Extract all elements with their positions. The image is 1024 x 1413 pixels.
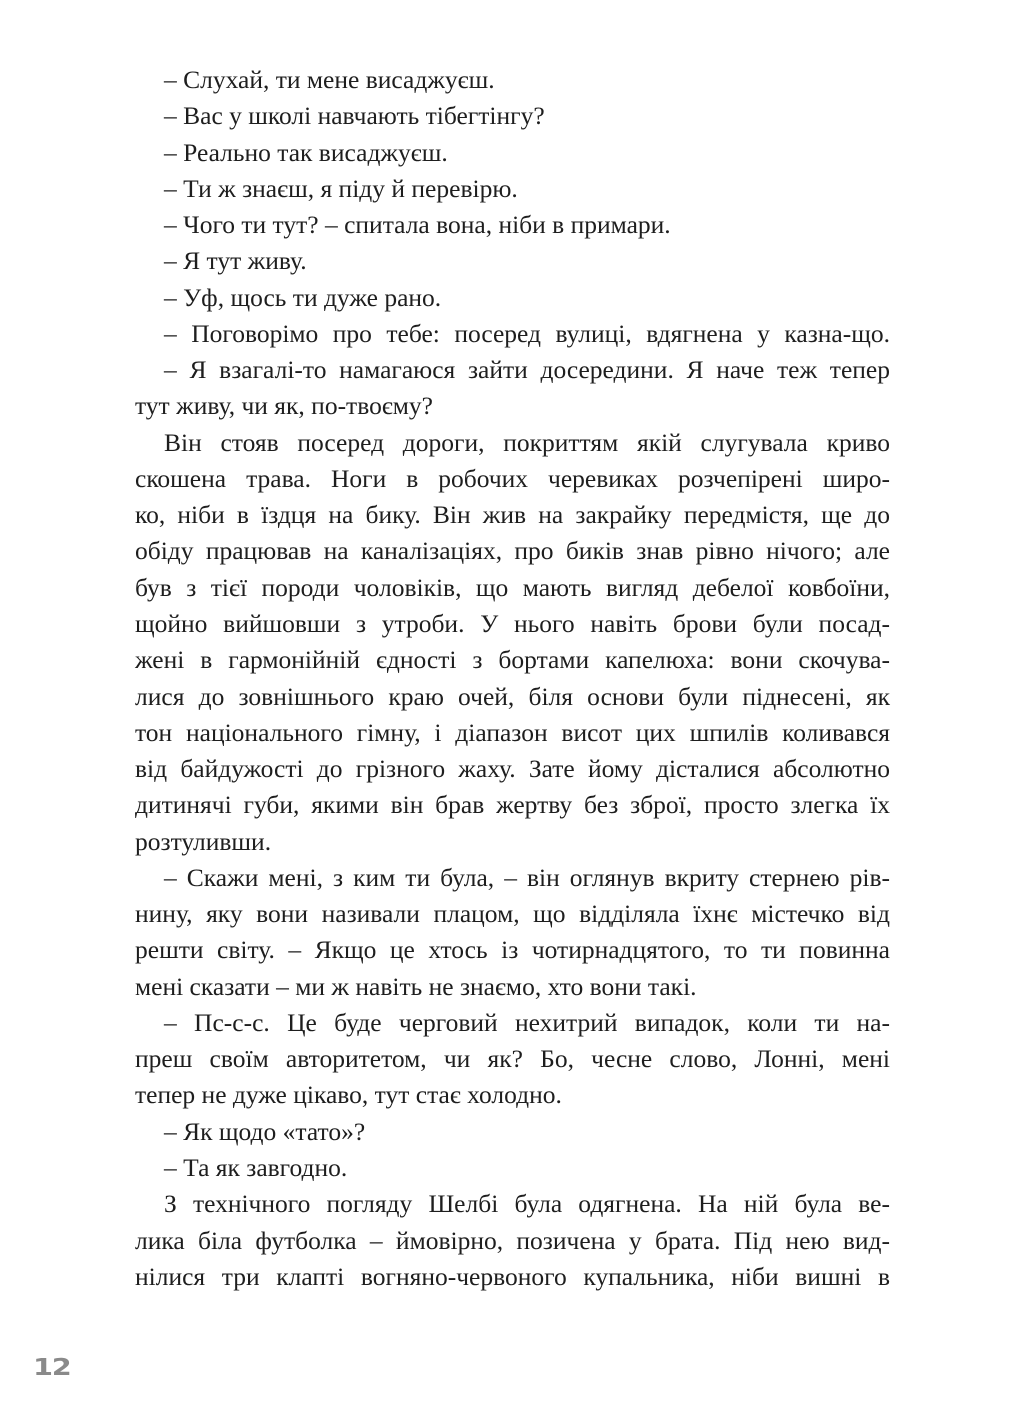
text-line: щойно вийшовши з утроби. У нього навіть брови були посад- bbox=[135, 608, 890, 638]
text-line: тон національного гімну, і діапазон висот цих шпилів коливався bbox=[135, 717, 890, 747]
text-line: преш своїм авторитетом, чи як? Бо, чесне слово, Лонні, мені bbox=[135, 1044, 890, 1074]
text-line: – Та як завгодно. bbox=[164, 1152, 348, 1182]
text-line: тепер не дуже цікаво, тут стає холодно. bbox=[135, 1080, 562, 1110]
text-line: обіду працював на каналізаціях, про биків знав рівно нічого; але bbox=[135, 536, 890, 566]
text-line: – Чого ти тут? – спитала вона, ніби в примари. bbox=[164, 210, 671, 240]
text-line: – Слухай, ти мене висаджуєш. bbox=[164, 65, 495, 94]
text-line: лика біла футболка – ймовірно, позичена у брата. Під нею вид- bbox=[135, 1225, 890, 1255]
text-line: – Уф, щось ти дуже рано. bbox=[164, 282, 442, 312]
text-line: ко, ніби в їздця на бику. Він жив на закрайку передмістя, ще до bbox=[135, 500, 890, 530]
body-text bbox=[135, 62, 890, 1295]
text-line: – Вас у школі навчають тібегтінгу? bbox=[164, 101, 545, 131]
page-number: 12 bbox=[33, 1355, 71, 1381]
text-line: розтуливши. bbox=[135, 826, 272, 856]
text-line: нину, яку вони називали плацом, що відділяла їхнє містечко від bbox=[135, 899, 890, 929]
text-line: мені сказати – ми ж навіть не знаємо, хто вони такі. bbox=[135, 971, 697, 1001]
text-line: – Ти ж знаєш, я піду й перевірю. bbox=[164, 173, 518, 203]
text-line: нілися три клапті вогняно-червоного купальника, ніби вишні в bbox=[135, 1261, 890, 1291]
text-line: лися до зовнішнього краю очей, біля основи були піднесені, як bbox=[135, 681, 890, 711]
text-line: скошена трава. Ноги в робочих черевиках розчепірені широ- bbox=[135, 463, 890, 493]
text-line: З технічного погляду Шелбі була одягнена. На ній була ве- bbox=[164, 1189, 890, 1219]
text-line: тут живу, чи як, по-твоєму? bbox=[135, 391, 433, 421]
text-line: – Скажи мені, з ким ти була, – він оглянув вкриту стернею рів- bbox=[164, 862, 890, 892]
text-line: Він стояв посеред дороги, покриттям якій слугувала криво bbox=[164, 427, 890, 457]
text-line: – Я взагалі-то намагаюся зайти досередини. Я наче теж тепер bbox=[164, 355, 890, 385]
text-line: дитинячі губи, якими він брав жертву без зброї, просто злегка їх bbox=[135, 790, 890, 820]
text-line: – Як щодо «тато»? bbox=[164, 1116, 366, 1146]
text-line: решти світу. – Якщо це хтось із чотирнадцятого, то ти повинна bbox=[135, 935, 890, 965]
text-line: – Поговорімо про тебе: посеред вулиці, вдягнена у казна-що. bbox=[164, 318, 890, 348]
text-line: був з тієї породи чоловіків, що мають вигляд дебелої ковбоїни, bbox=[135, 572, 890, 602]
text-line: – Пс-с-с. Це буде черговий нехитрий випадок, коли ти на- bbox=[164, 1007, 890, 1037]
text-line: від байдужості до грізного жаху. Зате йому дісталися абсолютно bbox=[135, 754, 890, 784]
text-line: жені в гармонійній єдності з бортами капелюха: вони скочува- bbox=[135, 645, 890, 675]
text-line: – Реально так висаджуєш. bbox=[164, 137, 448, 167]
text-line: – Я тут живу. bbox=[164, 246, 307, 276]
